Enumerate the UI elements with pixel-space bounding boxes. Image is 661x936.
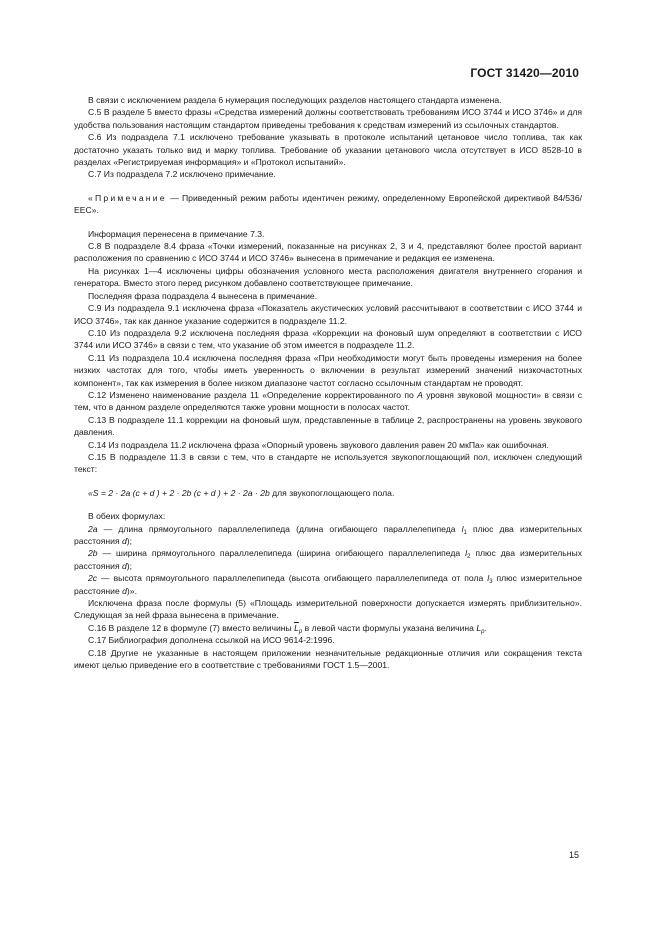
- document-header: ГОСТ 31420—2010: [470, 66, 579, 80]
- paragraph: Информация перенесена в примечание 7.3.: [88, 228, 265, 239]
- definition-2c: 2c — высота прямоугольного параллелепипеда (высота огибающего параллелепипеда от пола $l_3$ плюс измерительное расстояние d)».: [74, 573, 582, 596]
- paragraph-c9: С.9 Из подраздела 9.1 исключена фраза «Показатель акустических условий рассчитывают в соответствии с ИСО 3744 и ИСО 3746», так как данное указание содержится в подразделе 11.2.: [74, 303, 582, 326]
- paragraph-c6: С.6 Из подраздела 7.1 исключено требование указывать в протоколе испытаний цетановое число топлива, так как достаточно указать только вид и марку топлива. Требование об указании цетанового числа отсутствует в ИСО 8528-10 в разделах «Регистрируемая информация» и «Протокол испытаний».: [74, 132, 582, 168]
- paragraph: На рисунках 1—4 исключены цифры обозначения условного места расположения двигателя внутреннего сгорания и генератора. Вместо этого перед рисунком добавлено соответствующее примечание.: [74, 265, 582, 289]
- paragraph-c17: С.17 Библиография дополнена ссылкой на ИСО 9614-2:1996.: [88, 635, 335, 646]
- paragraph-c14: С.14 Из подраздела 11.2 исключена фраза «Опорный уровень звукового давления равен 20 мкПа» как ошибочная.: [88, 439, 549, 450]
- paragraph-c11: С.11 Из подраздела 10.4 исключена последняя фраза «При необходимости могут быть проведены измерения на более низких частотах для того, чтобы иметь уверенность о включении в результат измерений значений низкочастотных компонент», так как измерения в более низком диапазоне частот согласно ссылочным стандартам не проводят.: [74, 352, 582, 388]
- paragraph-c12: С.12 Изменено наименование раздела 11 «Определение корректированного по А уровня звуковой мощности» в связи с тем, что в данном разделе определяются также уровни мощности в полосах частот.: [74, 389, 583, 413]
- paragraph: В связи с исключением раздела 6 нумерация последующих разделов настоящего стандарта изменена.: [88, 95, 502, 105]
- paragraph: Последняя фраза подраздела 4 вынесена в примечание.: [88, 290, 318, 301]
- document-body: [74, 94, 582, 671]
- formula-expression: «S = 2 · 2a (c + d ) + 2 · 2b (c + d ) + 2 · 2a · 2b: [88, 487, 270, 498]
- formula-tail: для звукопоглощающего пола.: [269, 487, 395, 498]
- paragraph: В обеих формулах:: [88, 511, 166, 522]
- paragraph-c7: С.7 Из подраздела 7.2 исключено примечание.: [88, 169, 276, 180]
- paragraph-c15: С.15 В подразделе 11.3 в связи с тем, что в стандарте не используется звукопоглощающий пол, исключен следующий текст:: [74, 451, 582, 475]
- note-text: — Приведенный режим работы идентичен режиму, определенному Европейской директивой 84/536/ЕЕС».: [74, 192, 582, 216]
- note-prefix: «Примечание: [88, 192, 167, 203]
- paragraph-c8: С.8 В подразделе 8.4 фраза «Точки измерений, показанные на рисунках 2, 3 и 4, представляют более простой вариант расположения по сравнению с ИСО 3744 и ИСО 3746» вынесена в примечание и редакция ее изменена.: [74, 241, 582, 264]
- paragraph-c10: С.10 Из подраздела 9.2 исключена последняя фраза «Коррекции на фоновый шум определяют в соответствии с ИСО 3744 или ИСО 3746» в связи с тем, что указание об этом имеется в подразделе 11.2.: [74, 327, 582, 351]
- page-number: 15: [568, 850, 579, 860]
- definition-2a: 2а — длина прямоугольного параллелепипеда (длина огибающего параллелепипеда $l_1$ плюс два измерительных расстояния d);: [74, 523, 582, 546]
- note-block: [74, 192, 582, 217]
- paragraph-c16: С.16 В разделе 12 в формуле (7) вместо величины $\overline{L}_p$ в левой части формулы указана величина $L_p$.: [88, 622, 487, 635]
- formula: [74, 487, 582, 499]
- paragraph-c18: С.18 Другие не указанные в настоящем приложении незначительные редакционные отличия или сокращения текста имеют целью приведение его в соответствие с требованиями ГОСТ 1.5—2001.: [74, 647, 582, 671]
- paragraph-c5: С.5 В разделе 5 вместо фразы «Средства измерений должны соответствовать требованиям ИСО 3744 и ИСО 3746» и для удобства пользования настоящим стандартом приведены требования к средствам измерений из ссылочных стандартов.: [74, 107, 582, 130]
- definition-2b: 2b — ширина прямоугольного параллелепипеда (ширина огибающего параллелепипеда $l_2$ плюс два измерительных расстояния d);: [74, 548, 582, 571]
- paragraph-c13: С.13 В подразделе 11.1 коррекции на фоновый шум, представленные в таблице 2, распространены на уровень звукового давления.: [74, 414, 582, 438]
- paragraph: Исключена фраза после формулы (5) «Площадь измерительной поверхности допускается измерять приблизительно». Следующая за ней фраза вынесена в примечание.: [74, 598, 582, 621]
